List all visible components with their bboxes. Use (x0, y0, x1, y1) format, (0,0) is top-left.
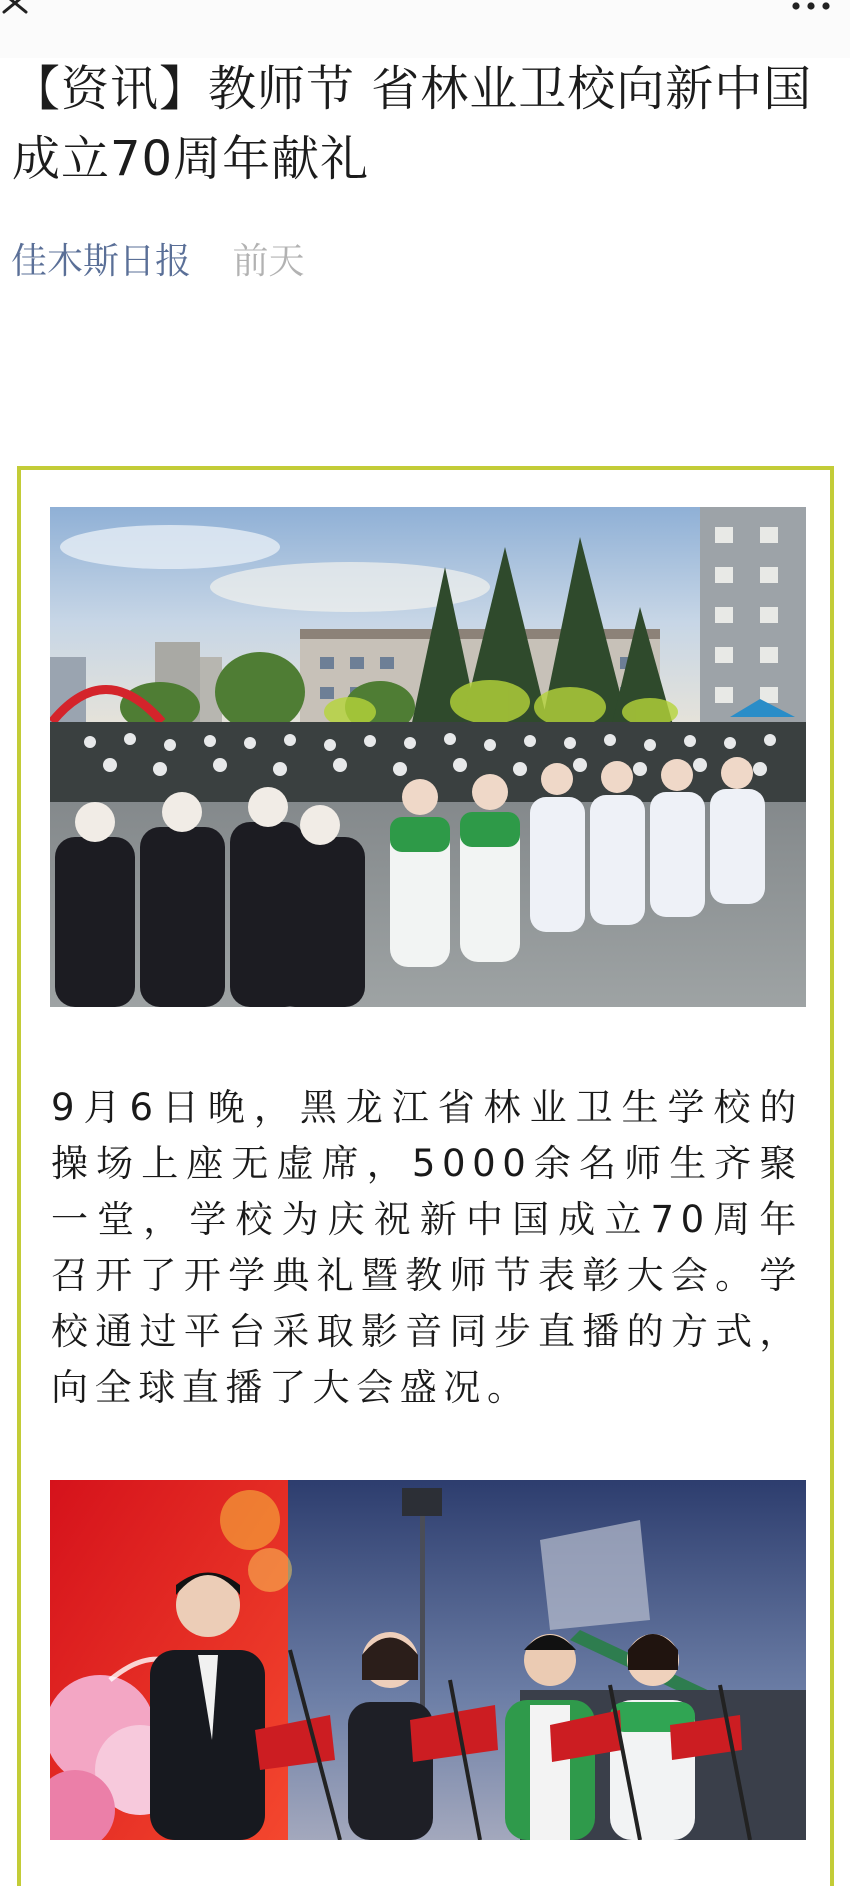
article-title: 【资讯】教师节 省林业卫校向新中国成立70周年献礼 (12, 61, 813, 187)
close-icon[interactable] (0, 0, 44, 24)
publish-time: 前天 (232, 241, 305, 282)
article-paragraph: 9月6日晚，黑龙江省林业卫生学校的操场上座无虚席，5000余名师生齐聚一堂，学校为庆祝新中国成立70周年召开了开学典礼暨教师节表彰大会。学校通过平台采取影音同步直播的方式，向全球直播了大会盛况。 (51, 1086, 803, 1409)
ceremony-crowd-photo (50, 507, 806, 1007)
top-bar (0, 0, 850, 58)
article-meta (11, 240, 304, 284)
source-link[interactable]: 佳木斯日报 (11, 241, 192, 282)
more-horizontal-icon[interactable] (784, 0, 840, 22)
ceremony-stage-photo (50, 1480, 806, 1840)
